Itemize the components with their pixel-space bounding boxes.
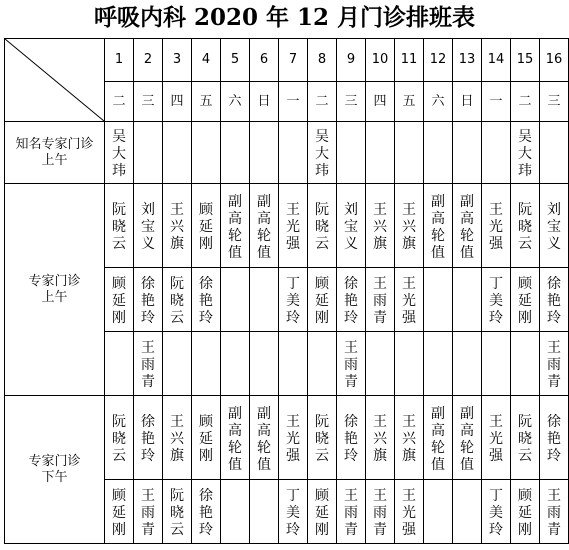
schedule-cell: [511, 122, 540, 184]
date-cell: 1: [105, 39, 134, 82]
schedule-cell: [453, 268, 482, 332]
schedule-cell: [250, 332, 279, 396]
schedule-cell: [279, 396, 308, 480]
doctor-name: 顾 延 刚: [199, 414, 213, 464]
schedule-cell: [250, 122, 279, 184]
schedule-cell: [366, 396, 395, 480]
date-cell: 13: [453, 39, 482, 82]
doctor-name: 王 光 强: [402, 488, 416, 538]
doctor-name: 王 兴 旗: [170, 202, 184, 252]
doctor-name: 王 雨 青: [373, 488, 387, 538]
schedule-cell: [279, 268, 308, 332]
doctor-name: 吴 大 玮: [518, 129, 532, 179]
date-cell: 7: [279, 39, 308, 82]
doctor-name: [250, 510, 278, 514]
doctor-name: 副 高 轮 值: [431, 193, 445, 261]
schedule-cell: [540, 332, 569, 396]
doctor-name: 刘 宝 义: [141, 202, 155, 252]
schedule-cell: [511, 396, 540, 480]
schedule-cell: [105, 122, 134, 184]
schedule-cell: [221, 184, 250, 268]
schedule-cell: [308, 396, 337, 480]
doctor-name: [511, 362, 539, 366]
doctor-name: [424, 298, 452, 302]
schedule-cell: [366, 332, 395, 396]
date-cell: 12: [424, 39, 453, 82]
weekday-cell: 五: [192, 82, 221, 122]
doctor-name: 丁 美 玲: [286, 276, 300, 326]
weekday-cell: 六: [221, 82, 250, 122]
schedule-cell: [337, 396, 366, 480]
schedule-cell: [540, 184, 569, 268]
doctor-name: [337, 151, 365, 155]
doctor-name: [453, 151, 481, 155]
doctor-name: 王 雨 青: [373, 276, 387, 326]
schedule-cell: [279, 184, 308, 268]
schedule-cell: [134, 396, 163, 480]
doctor-name: 徐 艳 玲: [344, 414, 358, 464]
doctor-name: [279, 151, 307, 155]
weekday-cell: 日: [250, 82, 279, 122]
doctor-name: 副 高 轮 值: [257, 405, 271, 473]
schedule-cell: [105, 268, 134, 332]
doctor-name: 徐 艳 玲: [547, 414, 561, 464]
schedule-cell: [511, 184, 540, 268]
doctor-name: [482, 362, 510, 366]
doctor-name: [134, 151, 162, 155]
weekday-cell: 五: [395, 82, 424, 122]
doctor-name: 徐 艳 玲: [141, 414, 155, 464]
doctor-name: 刘 宝 义: [344, 202, 358, 252]
doctor-name: 王 光 强: [489, 202, 503, 252]
schedule-cell: [163, 332, 192, 396]
doctor-name: 吴 大 玮: [112, 129, 126, 179]
schedule-row: [5, 396, 569, 480]
schedule-cell: [424, 480, 453, 544]
section-label-text: 专家门诊 下午: [28, 453, 81, 485]
doctor-name: 徐 艳 玲: [547, 276, 561, 326]
schedule-row: [5, 184, 569, 268]
schedule-cell: [424, 332, 453, 396]
schedule-cell: [337, 332, 366, 396]
doctor-name: [279, 362, 307, 366]
doctor-name: 徐 艳 玲: [199, 276, 213, 326]
schedule-cell: [308, 122, 337, 184]
schedule-cell: [163, 480, 192, 544]
schedule-cell: [453, 184, 482, 268]
schedule-cell: [105, 396, 134, 480]
schedule-cell: [192, 184, 221, 268]
schedule-cell: [511, 332, 540, 396]
doctor-name: 王 光 强: [286, 414, 300, 464]
schedule-cell: [540, 122, 569, 184]
doctor-name: 顾 延 刚: [518, 488, 532, 538]
schedule-cell: [482, 268, 511, 332]
doctor-name: 王 光 强: [402, 276, 416, 326]
page-title: 呼吸内科 2020 年 12 月门诊排班表: [93, 4, 476, 31]
schedule-cell: [453, 332, 482, 396]
weekday-cell: 六: [424, 82, 453, 122]
doctor-name: 阮 晓 云: [170, 276, 184, 326]
doctor-name: 阮 晓 云: [315, 414, 329, 464]
doctor-name: 王 雨 青: [547, 488, 561, 538]
schedule-cell: [134, 268, 163, 332]
date-cell: 4: [192, 39, 221, 82]
schedule-cell: [192, 332, 221, 396]
doctor-name: 王 雨 青: [141, 488, 155, 538]
doctor-name: 副 高 轮 值: [460, 405, 474, 473]
schedule-cell: [250, 480, 279, 544]
schedule-cell: [221, 332, 250, 396]
diagonal-header-cell: [5, 39, 105, 122]
doctor-name: 顾 延 刚: [315, 276, 329, 326]
doctor-name: [250, 362, 278, 366]
doctor-name: 徐 艳 玲: [141, 276, 155, 326]
doctor-name: [453, 362, 481, 366]
schedule-cell: [395, 184, 424, 268]
doctor-name: 阮 晓 云: [518, 202, 532, 252]
doctor-name: 副 高 轮 值: [228, 193, 242, 261]
doctor-name: 王 光 强: [489, 414, 503, 464]
schedule-row: [5, 122, 569, 184]
doctor-name: [308, 362, 336, 366]
schedule-cell: [482, 396, 511, 480]
doctor-name: 顾 延 刚: [315, 488, 329, 538]
schedule-cell: [395, 268, 424, 332]
schedule-cell: [134, 480, 163, 544]
schedule-cell: [279, 480, 308, 544]
doctor-name: [221, 362, 249, 366]
doctor-name: 王 光 强: [286, 202, 300, 252]
doctor-name: 徐 艳 玲: [199, 488, 213, 538]
date-cell: 5: [221, 39, 250, 82]
schedule-cell: [192, 396, 221, 480]
section-label-text: 知名专家门诊 上午: [15, 136, 94, 168]
schedule-cell: [308, 184, 337, 268]
doctor-name: 阮 晓 云: [112, 202, 126, 252]
schedule-cell: [192, 122, 221, 184]
weekday-cell: 一: [482, 82, 511, 122]
doctor-name: 阮 晓 云: [170, 488, 184, 538]
schedule-cell: [395, 396, 424, 480]
doctor-name: [250, 298, 278, 302]
schedule-cell: [221, 122, 250, 184]
schedule-cell: [250, 268, 279, 332]
doctor-name: [424, 151, 452, 155]
schedule-cell: [511, 268, 540, 332]
schedule-cell: [192, 268, 221, 332]
doctor-name: [366, 151, 394, 155]
doctor-name: [453, 510, 481, 514]
doctor-name: 王 兴 旗: [373, 414, 387, 464]
doctor-name: 阮 晓 云: [315, 202, 329, 252]
schedule-cell: [308, 268, 337, 332]
schedule-cell: [134, 332, 163, 396]
doctor-name: [366, 362, 394, 366]
schedule-cell: [308, 332, 337, 396]
date-cell: 14: [482, 39, 511, 82]
doctor-name: 副 高 轮 值: [431, 405, 445, 473]
doctor-name: [424, 362, 452, 366]
schedule-cell: [424, 396, 453, 480]
doctor-name: 顾 延 刚: [112, 488, 126, 538]
date-cell: 9: [337, 39, 366, 82]
doctor-name: 徐 艳 玲: [344, 276, 358, 326]
doctor-name: 副 高 轮 值: [460, 193, 474, 261]
schedule-cell: [337, 122, 366, 184]
doctor-name: [221, 298, 249, 302]
schedule-cell: [482, 480, 511, 544]
schedule-cell: [453, 480, 482, 544]
schedule-cell: [134, 122, 163, 184]
section-label: [5, 184, 105, 396]
schedule-cell: [540, 480, 569, 544]
schedule-cell: [424, 184, 453, 268]
doctor-name: 副 高 轮 值: [228, 405, 242, 473]
schedule-cell: [366, 480, 395, 544]
schedule-cell: [279, 332, 308, 396]
schedule-cell: [221, 396, 250, 480]
schedule-cell: [163, 268, 192, 332]
doctor-name: 刘 宝 义: [547, 202, 561, 252]
weekday-cell: 三: [540, 82, 569, 122]
schedule-cell: [134, 184, 163, 268]
doctor-name: [163, 362, 191, 366]
schedule-cell: [482, 122, 511, 184]
weekday-cell: 二: [511, 82, 540, 122]
weekday-cell: 四: [366, 82, 395, 122]
schedule-cell: [337, 184, 366, 268]
weekday-cell: 三: [337, 82, 366, 122]
doctor-name: 阮 晓 云: [518, 414, 532, 464]
weekday-cell: 日: [453, 82, 482, 122]
doctor-name: 王 兴 旗: [373, 202, 387, 252]
date-cell: 16: [540, 39, 569, 82]
doctor-name: 丁 美 玲: [489, 276, 503, 326]
doctor-name: 顾 延 刚: [199, 202, 213, 252]
schedule-cell: [482, 184, 511, 268]
section-label: [5, 122, 105, 184]
doctor-name: 吴 大 玮: [315, 129, 329, 179]
schedule-cell: [337, 268, 366, 332]
doctor-name: [395, 362, 423, 366]
weekday-cell: 二: [308, 82, 337, 122]
doctor-name: [250, 151, 278, 155]
schedule-cell: [308, 480, 337, 544]
doctor-name: 丁 美 玲: [286, 488, 300, 538]
doctor-name: [163, 151, 191, 155]
doctor-name: [221, 151, 249, 155]
date-cell: 3: [163, 39, 192, 82]
doctor-name: 王 兴 旗: [170, 414, 184, 464]
schedule-cell: [540, 268, 569, 332]
schedule-cell: [424, 268, 453, 332]
diagonal-line: [5, 39, 104, 121]
doctor-name: [424, 510, 452, 514]
section-label: [5, 396, 105, 544]
schedule-cell: [221, 268, 250, 332]
doctor-name: [221, 510, 249, 514]
schedule-cell: [395, 332, 424, 396]
doctor-name: [395, 151, 423, 155]
doctor-name: 顾 延 刚: [518, 276, 532, 326]
schedule-table: [4, 38, 569, 544]
doctor-name: [192, 151, 220, 155]
schedule-cell: [540, 396, 569, 480]
schedule-cell: [395, 122, 424, 184]
weekday-cell: 二: [105, 82, 134, 122]
doctor-name: [192, 362, 220, 366]
schedule-cell: [163, 122, 192, 184]
doctor-name: 王 兴 旗: [402, 202, 416, 252]
schedule-cell: [424, 122, 453, 184]
schedule-cell: [366, 122, 395, 184]
weekday-cell: 三: [134, 82, 163, 122]
schedule-cell: [105, 332, 134, 396]
doctor-name: 阮 晓 云: [112, 414, 126, 464]
schedule-cell: [511, 480, 540, 544]
schedule-cell: [105, 480, 134, 544]
schedule-cell: [221, 480, 250, 544]
doctor-name: [482, 151, 510, 155]
schedule-cell: [482, 332, 511, 396]
schedule-cell: [163, 184, 192, 268]
doctor-name: 顾 延 刚: [112, 276, 126, 326]
date-cell: 6: [250, 39, 279, 82]
schedule-cell: [105, 184, 134, 268]
schedule-cell: [250, 184, 279, 268]
schedule-cell: [453, 396, 482, 480]
schedule-cell: [279, 122, 308, 184]
doctor-name: [540, 151, 568, 155]
schedule-cell: [366, 184, 395, 268]
doctor-name: 王 雨 青: [344, 488, 358, 538]
doctor-name: 王 雨 青: [547, 340, 561, 390]
schedule-cell: [395, 480, 424, 544]
schedule-cell: [453, 122, 482, 184]
weekday-cell: 一: [279, 82, 308, 122]
doctor-name: 副 高 轮 值: [257, 193, 271, 261]
doctor-name: 王 雨 青: [141, 340, 155, 390]
date-cell: 11: [395, 39, 424, 82]
date-cell: 8: [308, 39, 337, 82]
doctor-name: 王 雨 青: [344, 340, 358, 390]
schedule-cell: [192, 480, 221, 544]
date-cell: 15: [511, 39, 540, 82]
date-cell: 2: [134, 39, 163, 82]
doctor-name: [105, 362, 133, 366]
schedule-cell: [163, 396, 192, 480]
schedule-cell: [337, 480, 366, 544]
doctor-name: 丁 美 玲: [489, 488, 503, 538]
doctor-name: [453, 298, 481, 302]
doctor-name: 王 兴 旗: [402, 414, 416, 464]
weekday-cell: 四: [163, 82, 192, 122]
date-cell: 10: [366, 39, 395, 82]
section-label-text: 专家门诊 上午: [28, 273, 81, 305]
schedule-cell: [366, 268, 395, 332]
schedule-cell: [250, 396, 279, 480]
